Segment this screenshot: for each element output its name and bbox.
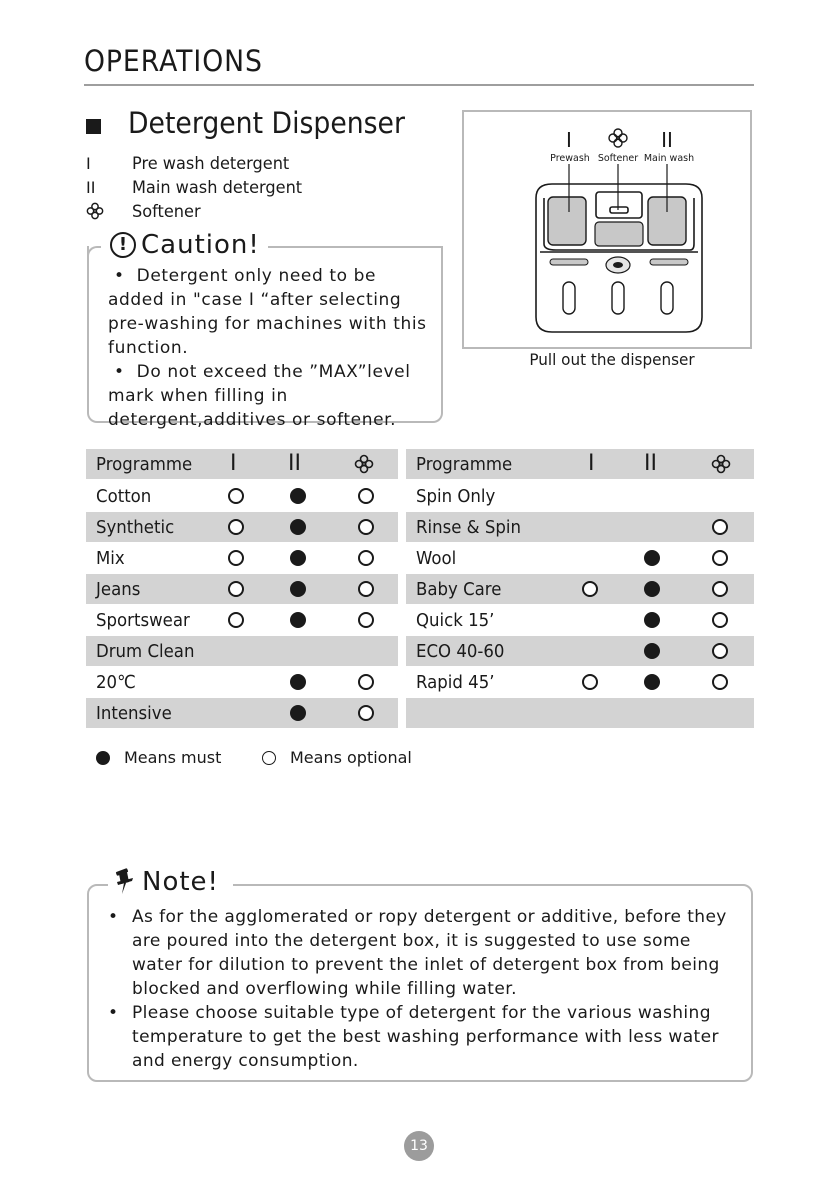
note-text bbox=[108, 905, 728, 1073]
optional-mark bbox=[228, 550, 244, 566]
programme-name: Wool bbox=[416, 548, 457, 569]
programme-name: Jeans bbox=[96, 579, 141, 600]
exclamation-circle-icon: ! bbox=[110, 232, 136, 258]
table-row bbox=[86, 667, 398, 697]
note-heading bbox=[108, 867, 233, 897]
table-row bbox=[86, 512, 398, 542]
fig-label-softener: Softener bbox=[597, 153, 639, 164]
programme-name: Sportswear bbox=[96, 610, 190, 631]
optional-mark bbox=[358, 705, 374, 721]
section-title: OPERATIONS bbox=[84, 44, 263, 78]
table-row bbox=[406, 481, 754, 511]
optional-mark bbox=[358, 550, 374, 566]
optional-mark bbox=[228, 612, 244, 628]
must-mark bbox=[290, 550, 306, 566]
programme-name: Drum Clean bbox=[96, 641, 195, 662]
optional-mark bbox=[712, 550, 728, 566]
programme-name: Intensive bbox=[96, 703, 172, 724]
dispenser-illustration bbox=[464, 112, 750, 347]
programme-name: 20℃ bbox=[96, 672, 136, 693]
must-mark bbox=[644, 643, 660, 659]
table-row bbox=[406, 512, 754, 542]
must-mark bbox=[290, 519, 306, 535]
open-circle-icon bbox=[262, 751, 276, 765]
dispenser-figure bbox=[462, 110, 752, 349]
caution-item: • Do not exceed the ”MAX”level mark when filling in detergent,additives or softener. bbox=[108, 362, 411, 430]
legend-label: Pre wash detergent bbox=[132, 154, 290, 174]
must-mark bbox=[644, 550, 660, 566]
programme-name: Synthetic bbox=[96, 517, 175, 538]
programme-name: Rapid 45’ bbox=[416, 672, 495, 693]
optional-mark bbox=[228, 488, 244, 504]
page-subtitle: Detergent Dispenser bbox=[128, 106, 405, 140]
note-item: • As for the agglomerated or ropy detergent or additive, before they are poured into the detergent box, it is suggested to use some water for dilution to prevent the inlet of detergent box from being blocked and overflowing while filling water. bbox=[108, 907, 727, 999]
legend-symbol: II bbox=[86, 178, 96, 197]
header-prewash: I bbox=[588, 451, 595, 476]
table-row bbox=[86, 698, 398, 728]
table-header-row bbox=[86, 449, 398, 479]
optional-mark bbox=[712, 643, 728, 659]
optional-mark bbox=[712, 519, 728, 535]
programme-name: Rinse & Spin bbox=[416, 517, 521, 538]
key-must bbox=[96, 748, 221, 767]
header-mainwash: II bbox=[644, 451, 657, 476]
key-optional-label: Means optional bbox=[290, 748, 412, 767]
figure-caption: Pull out the dispenser bbox=[529, 350, 695, 369]
caution-heading bbox=[108, 230, 266, 260]
fig-label-mainwash: Main wash bbox=[643, 153, 695, 164]
table-row bbox=[406, 605, 754, 635]
programme-name: Mix bbox=[96, 548, 125, 569]
header-softener-flower-icon bbox=[354, 454, 374, 474]
optional-mark bbox=[358, 581, 374, 597]
must-mark bbox=[644, 581, 660, 597]
table-row bbox=[86, 605, 398, 635]
optional-mark bbox=[358, 674, 374, 690]
filled-circle-icon bbox=[96, 751, 110, 765]
legend-label: Main wash detergent bbox=[132, 178, 303, 198]
table-row bbox=[86, 574, 398, 604]
must-mark bbox=[290, 705, 306, 721]
table-row bbox=[406, 636, 754, 666]
table-row bbox=[86, 481, 398, 511]
legend-label: Softener bbox=[132, 202, 201, 222]
header-mainwash: II bbox=[288, 451, 301, 476]
optional-mark bbox=[582, 581, 598, 597]
table-header-row bbox=[406, 449, 754, 479]
table-row bbox=[406, 574, 754, 604]
fig-mainwash-symbol: II bbox=[661, 128, 673, 152]
bullet-square bbox=[86, 119, 101, 134]
softener-flower-icon bbox=[609, 129, 627, 147]
programme-name: Baby Care bbox=[416, 579, 502, 600]
caution-text bbox=[108, 264, 438, 432]
header-programme: Programme bbox=[416, 454, 513, 475]
key-must-label: Means must bbox=[124, 748, 222, 767]
must-mark bbox=[290, 488, 306, 504]
table-row bbox=[86, 543, 398, 573]
fig-prewash-symbol: I bbox=[566, 128, 572, 152]
header-prewash: I bbox=[230, 451, 237, 476]
must-mark bbox=[290, 674, 306, 690]
table-row bbox=[406, 543, 754, 573]
programme-name: Cotton bbox=[96, 486, 152, 507]
optional-mark bbox=[228, 519, 244, 535]
optional-mark bbox=[712, 674, 728, 690]
fig-label-prewash: Prewash bbox=[550, 153, 590, 164]
must-mark bbox=[290, 612, 306, 628]
key-optional bbox=[262, 748, 412, 767]
optional-mark bbox=[358, 612, 374, 628]
legend-item-softener bbox=[86, 202, 204, 224]
note-item: • Please choose suitable type of detergent for the various washing temperature to get the best washing performance with less water and energy consumption. bbox=[108, 1003, 719, 1071]
header-softener-flower-icon bbox=[711, 454, 731, 474]
page-number: 13 bbox=[404, 1131, 434, 1161]
optional-mark bbox=[358, 488, 374, 504]
optional-mark bbox=[228, 581, 244, 597]
must-mark bbox=[290, 581, 306, 597]
optional-mark bbox=[712, 581, 728, 597]
must-mark bbox=[644, 674, 660, 690]
pushpin-icon bbox=[112, 868, 136, 896]
table-row bbox=[406, 698, 754, 728]
softener-flower-icon bbox=[86, 202, 132, 224]
optional-mark bbox=[582, 674, 598, 690]
legend-symbol: I bbox=[86, 154, 91, 173]
optional-mark bbox=[712, 612, 728, 628]
legend-item-prewash bbox=[86, 154, 298, 174]
programme-name: Spin Only bbox=[416, 486, 496, 507]
header-programme: Programme bbox=[96, 454, 193, 475]
must-mark bbox=[644, 612, 660, 628]
programme-name: ECO 40-60 bbox=[416, 641, 505, 662]
legend-item-mainwash bbox=[86, 178, 311, 198]
table-row bbox=[86, 636, 398, 666]
optional-mark bbox=[358, 519, 374, 535]
caution-title: Caution! bbox=[141, 230, 260, 260]
note-title: Note! bbox=[142, 867, 219, 897]
caution-item: • Detergent only need to be added in "case I “after selecting pre-washing for machines with this function. bbox=[108, 266, 427, 358]
programme-name: Quick 15’ bbox=[416, 610, 495, 631]
table-row bbox=[406, 667, 754, 697]
header-rule bbox=[84, 84, 754, 86]
